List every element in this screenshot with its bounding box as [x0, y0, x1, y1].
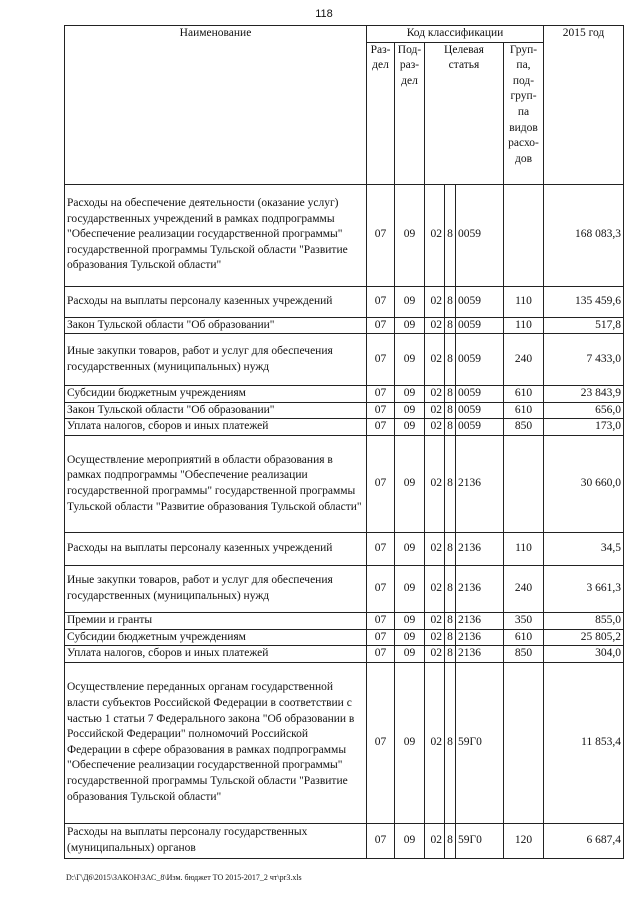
cell-cs3: 0059: [456, 419, 504, 436]
cell-cs3: 0059: [456, 334, 504, 386]
cell-cs3: 2136: [456, 646, 504, 663]
page-number: 118: [315, 8, 333, 20]
cell-vr: [504, 662, 544, 823]
cell-vr: [504, 184, 544, 286]
cell-name: Осуществление переданных органам государственной власти субъектов Российской Федерации в соответствии с частью 1 статьи 7 Федерального закона "Об образовании в Российской Федерации" полномочий Российской Федерации в сфере образования в рамках подпрограммы "Обеспечение реализации государственной программы" государственной программы Тульской области "Развитие образования Тульской области": [65, 662, 367, 823]
header-code: Код классификации: [367, 26, 544, 43]
cell-name: Закон Тульской области "Об образовании": [65, 317, 367, 334]
cell-cs1: 02: [425, 317, 445, 334]
cell-cs2: 8: [445, 646, 456, 663]
table-row: [65, 612, 624, 629]
table-row: [65, 532, 624, 565]
cell-vr: 610: [504, 629, 544, 646]
table-row: [65, 823, 624, 858]
table-row: [65, 662, 624, 823]
cell-rz: 07: [367, 612, 395, 629]
cell-vr: 850: [504, 646, 544, 663]
cell-pr: 09: [395, 419, 425, 436]
cell-cs3: 2136: [456, 629, 504, 646]
cell-rz: 07: [367, 646, 395, 663]
cell-cs3: 2136: [456, 435, 504, 532]
cell-rz: 07: [367, 435, 395, 532]
cell-pr: 09: [395, 629, 425, 646]
cell-sum: 168 083,3: [544, 184, 624, 286]
cell-cs2: 8: [445, 317, 456, 334]
cell-sum: 34,5: [544, 532, 624, 565]
cell-rz: 07: [367, 419, 395, 436]
cell-cs2: 8: [445, 612, 456, 629]
cell-sum: 517,8: [544, 317, 624, 334]
cell-vr: [504, 435, 544, 532]
cell-pr: 09: [395, 435, 425, 532]
cell-rz: 07: [367, 386, 395, 403]
cell-cs3: 0059: [456, 184, 504, 286]
cell-vr: 110: [504, 317, 544, 334]
header-year: 2015 год: [544, 26, 624, 185]
cell-name: Иные закупки товаров, работ и услуг для обеспечения государственных (муниципальных) нужд: [65, 334, 367, 386]
cell-vr: 110: [504, 532, 544, 565]
cell-name: Расходы на выплаты персоналу казенных учреждений: [65, 532, 367, 565]
table-row: [65, 184, 624, 286]
file-path-footer: D:\Г\Д6\2015\ЗАКОН\ЗАС_8\Изм. бюджет ТО 2015-2017_2 чт\pr3.xls: [66, 873, 302, 882]
cell-cs3: 2136: [456, 565, 504, 612]
cell-cs1: 02: [425, 184, 445, 286]
cell-sum: 173,0: [544, 419, 624, 436]
cell-sum: 30 660,0: [544, 435, 624, 532]
table-row: [65, 286, 624, 317]
cell-rz: 07: [367, 532, 395, 565]
cell-vr: 850: [504, 419, 544, 436]
cell-name: Уплата налогов, сборов и иных платежей: [65, 646, 367, 663]
cell-cs1: 02: [425, 646, 445, 663]
cell-vr: 120: [504, 823, 544, 858]
table-row: [65, 386, 624, 403]
cell-name: Премии и гранты: [65, 612, 367, 629]
cell-pr: 09: [395, 823, 425, 858]
cell-rz: 07: [367, 629, 395, 646]
cell-cs2: 8: [445, 402, 456, 419]
cell-pr: 09: [395, 317, 425, 334]
cell-cs2: 8: [445, 386, 456, 403]
table-row: [65, 317, 624, 334]
cell-sum: 7 433,0: [544, 334, 624, 386]
cell-name: Закон Тульской области "Об образовании": [65, 402, 367, 419]
cell-vr: 610: [504, 386, 544, 403]
cell-vr: 350: [504, 612, 544, 629]
cell-cs3: 0059: [456, 286, 504, 317]
cell-rz: 07: [367, 286, 395, 317]
cell-rz: 07: [367, 662, 395, 823]
table-row: [65, 646, 624, 663]
cell-cs1: 02: [425, 532, 445, 565]
cell-cs2: 8: [445, 629, 456, 646]
cell-cs1: 02: [425, 612, 445, 629]
cell-cs1: 02: [425, 402, 445, 419]
cell-cs1: 02: [425, 823, 445, 858]
cell-cs3: 2136: [456, 612, 504, 629]
cell-cs2: 8: [445, 565, 456, 612]
cell-pr: 09: [395, 565, 425, 612]
cell-cs2: 8: [445, 286, 456, 317]
cell-cs2: 8: [445, 532, 456, 565]
cell-cs1: 02: [425, 419, 445, 436]
cell-name: Осуществление мероприятий в области образования в рамках подпрограммы "Обеспечение реализации государственной программы" государственной программы Тульской области "Развитие образования Тульской области": [65, 435, 367, 532]
cell-vr: 240: [504, 334, 544, 386]
cell-pr: 09: [395, 286, 425, 317]
cell-sum: 135 459,6: [544, 286, 624, 317]
cell-pr: 09: [395, 646, 425, 663]
header-razdel: Раз- дел: [367, 42, 395, 184]
cell-cs1: 02: [425, 629, 445, 646]
cell-cs1: 02: [425, 565, 445, 612]
cell-pr: 09: [395, 612, 425, 629]
cell-name: Расходы на обеспечение деятельности (оказание услуг) государственных учреждений в рамках подпрограммы "Обеспечение реализации государственной программы" государственной программы Тульской области "Развитие образования Тульской области": [65, 184, 367, 286]
cell-cs3: 59Г0: [456, 823, 504, 858]
cell-name: Расходы на выплаты персоналу государственных (муниципальных) органов: [65, 823, 367, 858]
cell-name: Уплата налогов, сборов и иных платежей: [65, 419, 367, 436]
header-celevaya: Целевая статья: [425, 42, 504, 184]
cell-pr: 09: [395, 402, 425, 419]
cell-cs2: 8: [445, 419, 456, 436]
cell-cs3: 0059: [456, 402, 504, 419]
cell-cs2: 8: [445, 662, 456, 823]
cell-cs2: 8: [445, 823, 456, 858]
cell-cs3: 59Г0: [456, 662, 504, 823]
cell-pr: 09: [395, 662, 425, 823]
cell-pr: 09: [395, 184, 425, 286]
cell-sum: 855,0: [544, 612, 624, 629]
table-row: [65, 435, 624, 532]
cell-name: Субсидии бюджетным учреждениям: [65, 629, 367, 646]
table-row: [65, 629, 624, 646]
cell-cs3: 0059: [456, 317, 504, 334]
cell-cs2: 8: [445, 435, 456, 532]
cell-sum: 11 853,4: [544, 662, 624, 823]
cell-name: Субсидии бюджетным учреждениям: [65, 386, 367, 403]
cell-cs1: 02: [425, 662, 445, 823]
header-gruppa: Груп- па, под- груп- па видов расхо- дов: [504, 42, 544, 184]
cell-sum: 25 805,2: [544, 629, 624, 646]
cell-sum: 6 687,4: [544, 823, 624, 858]
cell-cs3: 0059: [456, 386, 504, 403]
cell-name: Расходы на выплаты персоналу казенных учреждений: [65, 286, 367, 317]
cell-pr: 09: [395, 386, 425, 403]
cell-cs1: 02: [425, 386, 445, 403]
cell-rz: 07: [367, 823, 395, 858]
cell-cs2: 8: [445, 184, 456, 286]
header-podrazdel: Под- раз- дел: [395, 42, 425, 184]
cell-vr: 110: [504, 286, 544, 317]
table-row: [65, 565, 624, 612]
cell-rz: 07: [367, 334, 395, 386]
cell-pr: 09: [395, 532, 425, 565]
cell-rz: 07: [367, 402, 395, 419]
table-row: [65, 334, 624, 386]
cell-sum: 304,0: [544, 646, 624, 663]
cell-cs1: 02: [425, 334, 445, 386]
cell-sum: 3 661,3: [544, 565, 624, 612]
cell-sum: 656,0: [544, 402, 624, 419]
table-row: [65, 419, 624, 436]
cell-cs3: 2136: [456, 532, 504, 565]
cell-cs1: 02: [425, 286, 445, 317]
cell-rz: 07: [367, 317, 395, 334]
cell-rz: 07: [367, 184, 395, 286]
cell-cs1: 02: [425, 435, 445, 532]
budget-table: [64, 25, 624, 859]
cell-vr: 240: [504, 565, 544, 612]
cell-sum: 23 843,9: [544, 386, 624, 403]
header-name: Наименование: [65, 26, 367, 185]
cell-name: Иные закупки товаров, работ и услуг для обеспечения государственных (муниципальных) нужд: [65, 565, 367, 612]
cell-pr: 09: [395, 334, 425, 386]
cell-rz: 07: [367, 565, 395, 612]
table-row: [65, 402, 624, 419]
cell-vr: 610: [504, 402, 544, 419]
cell-cs2: 8: [445, 334, 456, 386]
